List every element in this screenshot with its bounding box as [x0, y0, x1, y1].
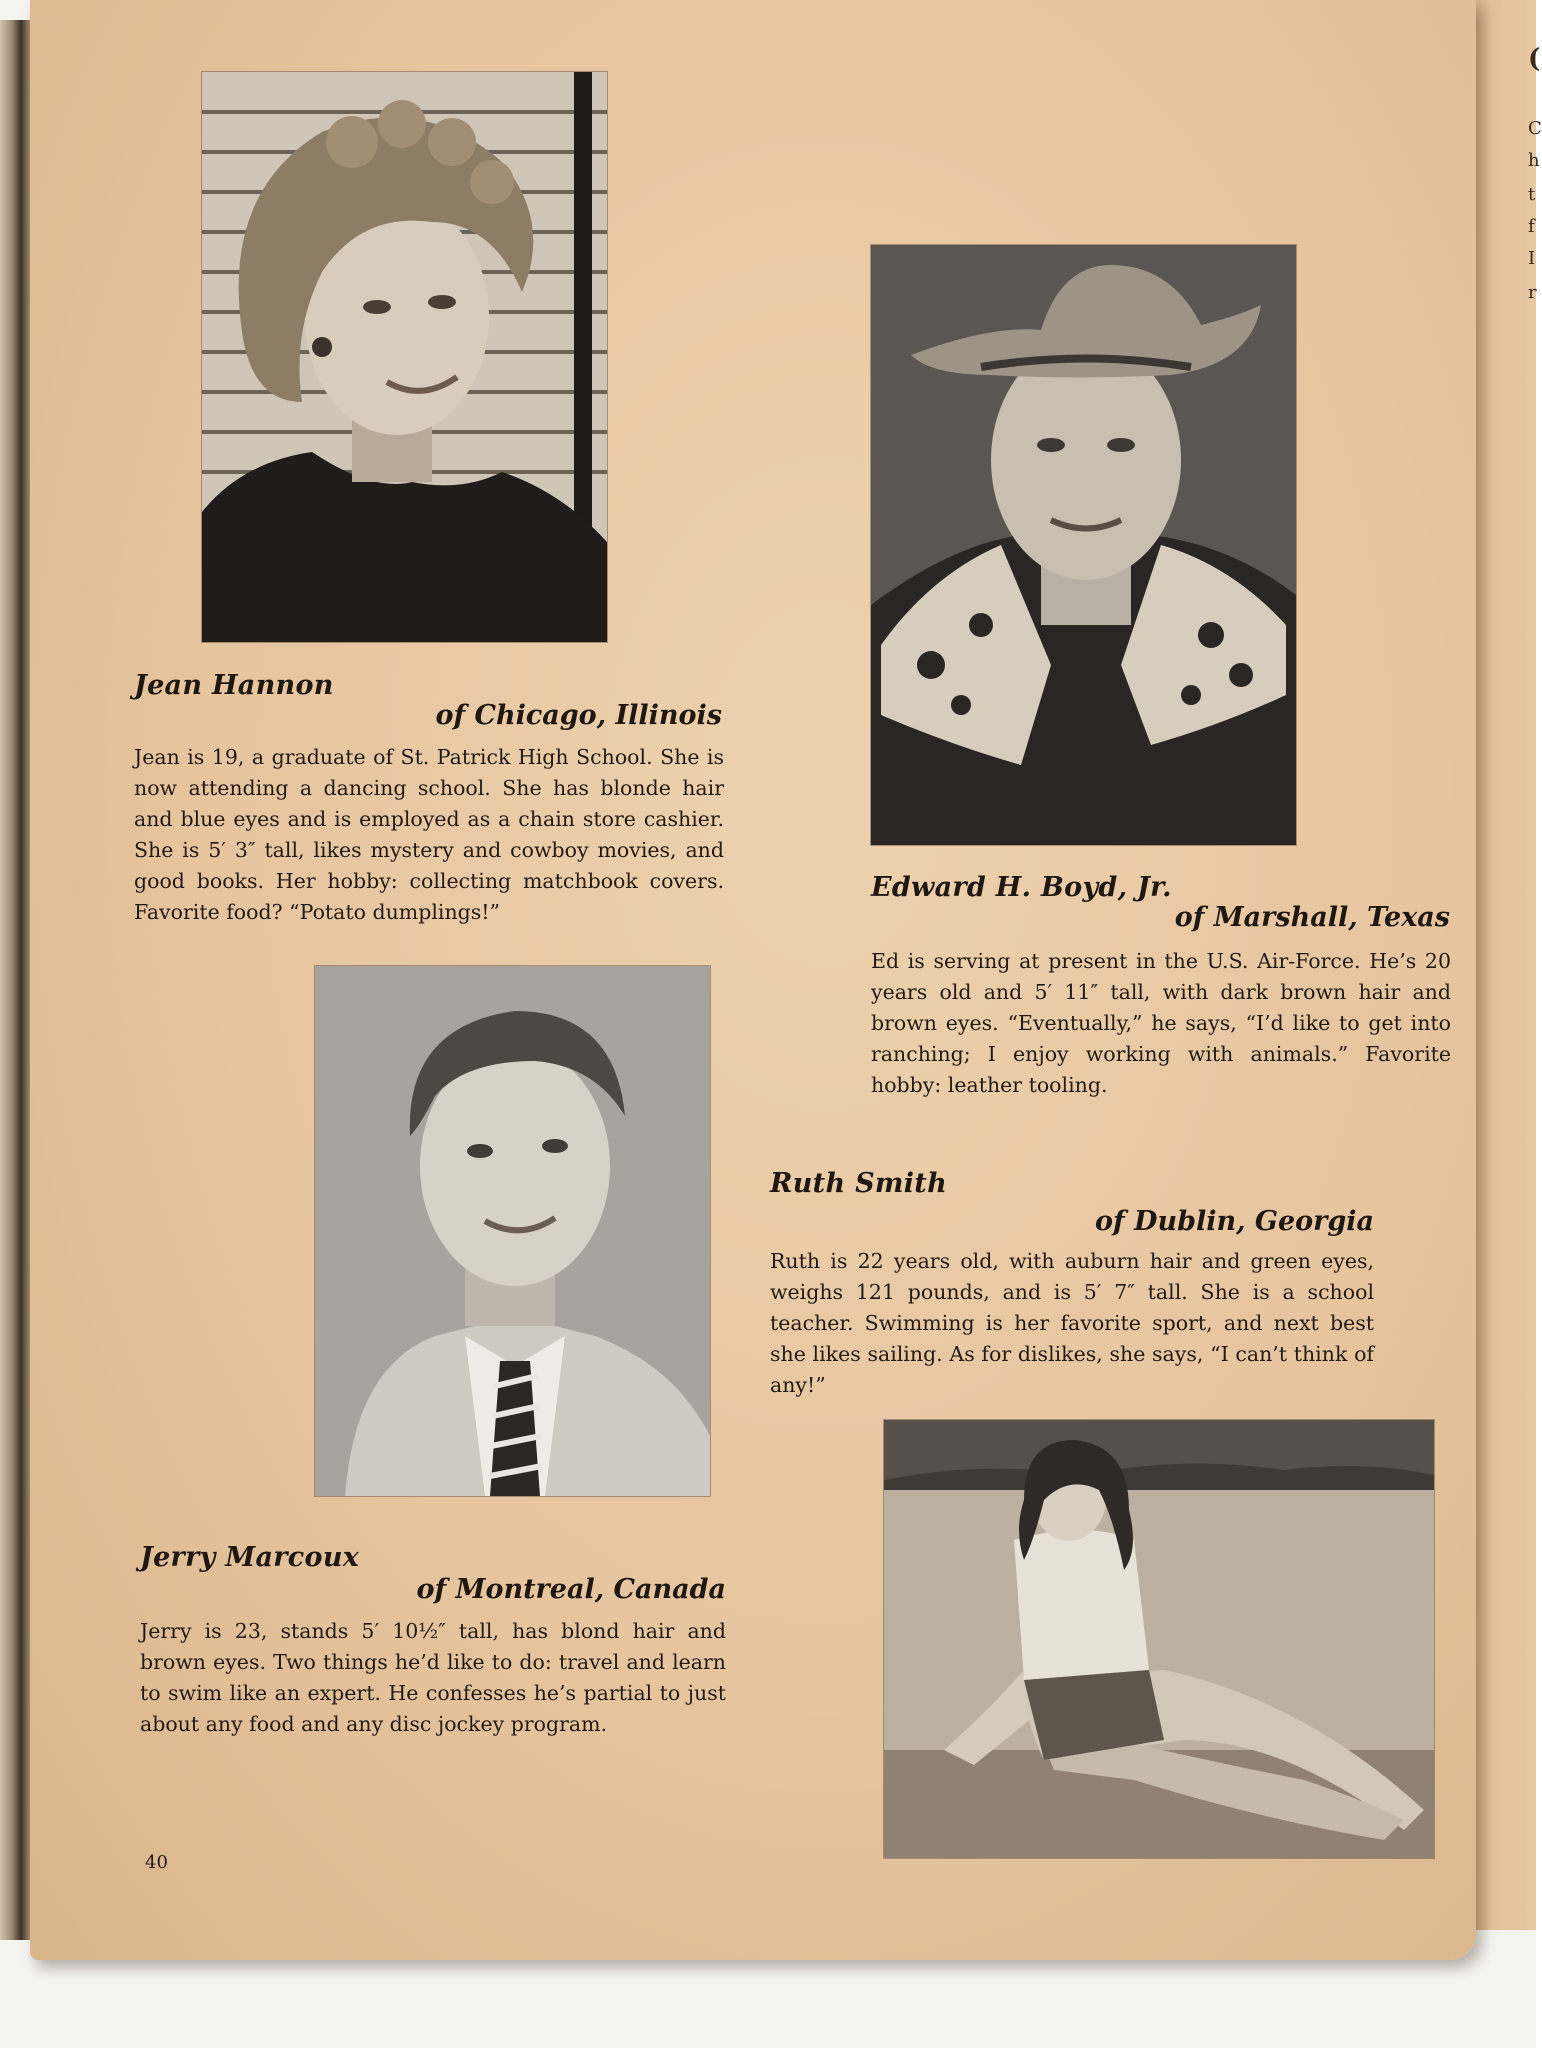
next-page-fragment: r: [1528, 282, 1537, 303]
profile-name-jerry-marcoux: Jerry Marcoux: [140, 1542, 360, 1573]
profile-place-jean-hannon: of Chicago, Illinois: [435, 700, 722, 731]
profile-paragraph: Jean is 19, a graduate of St. Patrick High School. She is now attending a dancing school. She has blonde hair and blue eyes and is employed as a chain store cashier. She is 5′ 3″ tall, likes mystery and cowboy movies, and good books. Her hobby: collecting matchbook covers. Favorite food? “Potato dumplings!”: [134, 745, 724, 924]
next-page-fragment: f: [1528, 216, 1535, 237]
profile-place-edward-boyd: of Marshall, Texas: [1174, 902, 1450, 933]
photo-ruth-smith: [884, 1420, 1434, 1858]
profile-text-edward-boyd: [871, 946, 1451, 1101]
page-number: 40: [145, 1852, 168, 1873]
profile-name-edward-boyd: Edward H. Boyd, Jr.: [871, 872, 1172, 903]
profile-place-jerry-marcoux: of Montreal, Canada: [416, 1574, 726, 1605]
next-page-fragment: C: [1528, 118, 1542, 139]
profile-paragraph: Jerry is 23, stands 5′ 10½″ tall, has blond hair and brown eyes. Two things he’d like to do: travel and learn to swim like an expert. He confesses he’s partial to just about any food and any disc jockey program.: [140, 1619, 726, 1736]
profile-text-jerry-marcoux: [140, 1616, 726, 1740]
profile-paragraph: Ed is serving at present in the U.S. Air-Force. He’s 20 years old and 5′ 11″ tall, with dark brown hair and brown eyes. “Eventually,” he says, “I’d like to get into ranching; I enjoy working with animals.” Favorite hobby: leather tooling.: [871, 949, 1451, 1097]
profile-name-ruth-smith: Ruth Smith: [770, 1168, 947, 1199]
magazine-page: [30, 0, 1476, 1960]
next-page-fragment: h: [1528, 150, 1540, 171]
next-page-fragment: t: [1528, 184, 1536, 205]
profile-name-jean-hannon: Jean Hannon: [134, 670, 334, 701]
profile-text-jean-hannon: [134, 742, 724, 928]
photo-jean-hannon: [202, 72, 607, 642]
photo-jerry-marcoux: [315, 966, 710, 1496]
next-page-fragment: I: [1528, 248, 1536, 269]
next-page-fragment: (: [1528, 44, 1541, 74]
profile-place-ruth-smith: of Dublin, Georgia: [1095, 1206, 1374, 1237]
profile-text-ruth-smith: [770, 1246, 1374, 1401]
profile-paragraph: Ruth is 22 years old, with auburn hair and green eyes, weighs 121 pounds, and is 5′ 7″ tall. She is a school teacher. Swimming is her favorite sport, and next best she likes sailing. As for dislikes, she says, “I can’t think of any!”: [770, 1249, 1374, 1397]
photo-edward-boyd: [871, 245, 1296, 845]
